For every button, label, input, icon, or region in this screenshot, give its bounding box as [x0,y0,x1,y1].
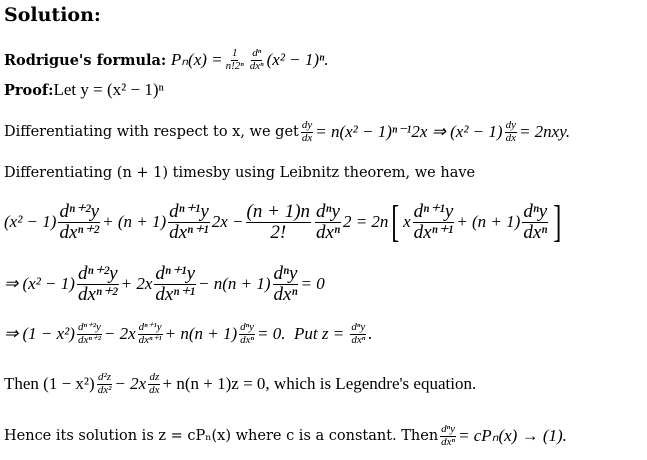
rodrigue-label: Rodrigue's formula: [4,51,167,69]
fraction [273,264,299,305]
equation-1 [4,197,565,246]
numerator: dy [505,119,516,131]
fraction [246,202,311,243]
numerator: dⁿ [252,47,262,59]
term: = cPₙ(x) → (1). [458,426,567,446]
fraction [301,120,313,144]
numerator: dⁿ⁺²y [59,200,100,222]
numerator: dⁿy [273,263,298,284]
proof-text: Let y = (x² − 1)ⁿ [53,80,164,99]
term: = 0. Put z = [257,324,349,344]
numerator: dⁿ⁺²y [77,321,101,333]
equation-5 [4,424,567,448]
rodrigue-rhs: (x² − 1)ⁿ. [266,50,329,70]
term: + n(n + 1) [164,324,238,344]
fraction [350,322,366,346]
numerator: 1 [231,47,238,59]
term: + (n + 1) [102,212,167,231]
numerator: dⁿy [523,200,548,222]
term: = 0 [300,274,325,294]
denominator: dx² [97,383,112,396]
term: . [368,324,373,344]
term: Then (1 − x²) [4,374,95,394]
diff1-end: = 2nxy. [518,122,571,142]
fraction [413,202,455,243]
denominator: dxⁿ⁺² [77,283,118,305]
fraction [225,48,245,72]
fraction [440,424,456,448]
term: + n(n + 1)z = 0, which is Legendre's equation. [162,374,477,394]
denominator: 2! [270,221,287,243]
equation-3 [4,322,373,346]
denominator: dx [149,383,160,396]
rodrigue-lhs: Pₙ(x) = [170,50,223,70]
term: − 2x [103,324,136,344]
fraction [97,372,113,396]
proof-label: Proof: [4,81,54,99]
fraction [505,120,517,144]
diff1-line [4,120,570,144]
fraction [315,202,341,243]
equation-2 [4,264,325,305]
denominator: dxⁿ [523,221,548,243]
denominator: dxⁿ⁺² [77,333,101,346]
proof-line [4,80,164,100]
term: (x² − 1) [4,212,57,231]
denominator: dxⁿ [240,333,254,346]
numerator: dⁿ⁺¹y [169,200,209,222]
denominator: dxⁿ⁺² [59,221,100,243]
fraction [522,202,548,243]
fraction [168,202,210,243]
fraction [154,264,196,305]
denominator: dxⁿ [316,221,340,243]
numerator: dⁿ⁺²y [77,263,118,284]
right-bracket: ] [553,197,562,246]
denominator: dxⁿ⁺¹ [138,333,162,346]
numerator: dⁿ⁺¹y [138,321,162,333]
diff1-mid: = n(x² − 1)ⁿ⁻¹2x ⇒ (x² − 1) [315,122,503,142]
term: Hence its solution is z = cPₙ(x) where c is a constant. Then [4,428,439,445]
term: − 2x [114,374,147,394]
denominator: dxⁿ [249,59,264,72]
denominator: dxⁿ⁺¹ [413,221,454,243]
numerator: dⁿ⁺¹y [155,263,196,284]
fraction [249,48,265,72]
term: 2x − [211,212,244,231]
denominator: dx [301,131,313,144]
denominator: dxⁿ⁺¹ [169,221,209,243]
left-bracket: [ [391,197,400,246]
denominator: n!2ⁿ [225,59,244,72]
fraction [148,372,160,396]
numerator: dy [301,119,313,131]
term: ⇒ (x² − 1) [4,274,75,294]
fraction [138,322,163,346]
rodrigue-line [4,48,329,72]
numerator: dⁿ⁺¹y [413,200,454,222]
numerator: dⁿy [240,321,254,333]
numerator: d²z [97,371,112,383]
fraction [77,264,119,305]
numerator: dⁿy [441,423,456,435]
denominator: dx [505,131,516,144]
denominator: dxⁿ [441,435,456,448]
term: − n(n + 1) [198,274,271,294]
numerator: dz [149,371,160,383]
term: ⇒ (1 − x²) [4,324,75,344]
term: x [403,212,411,231]
fraction [239,322,255,346]
numerator: (n + 1)n [246,200,311,222]
fraction [58,202,100,243]
numerator: dⁿy [316,200,340,222]
term: + 2x [120,274,153,294]
diff2-line: Differentiating (n + 1) timesby using Leibnitz theorem, we have [4,165,476,181]
term: 2 = 2n [342,212,389,231]
denominator: dxⁿ [351,333,366,346]
diff1-text: Differentiating with respect to x, we get [4,124,299,141]
solution-heading: Solution: [4,4,101,26]
term: + (n + 1) [456,212,521,231]
denominator: dxⁿ⁺¹ [155,283,196,305]
equation-4 [4,372,476,396]
denominator: dxⁿ [273,283,298,305]
fraction [77,322,102,346]
numerator: dⁿy [351,321,366,333]
